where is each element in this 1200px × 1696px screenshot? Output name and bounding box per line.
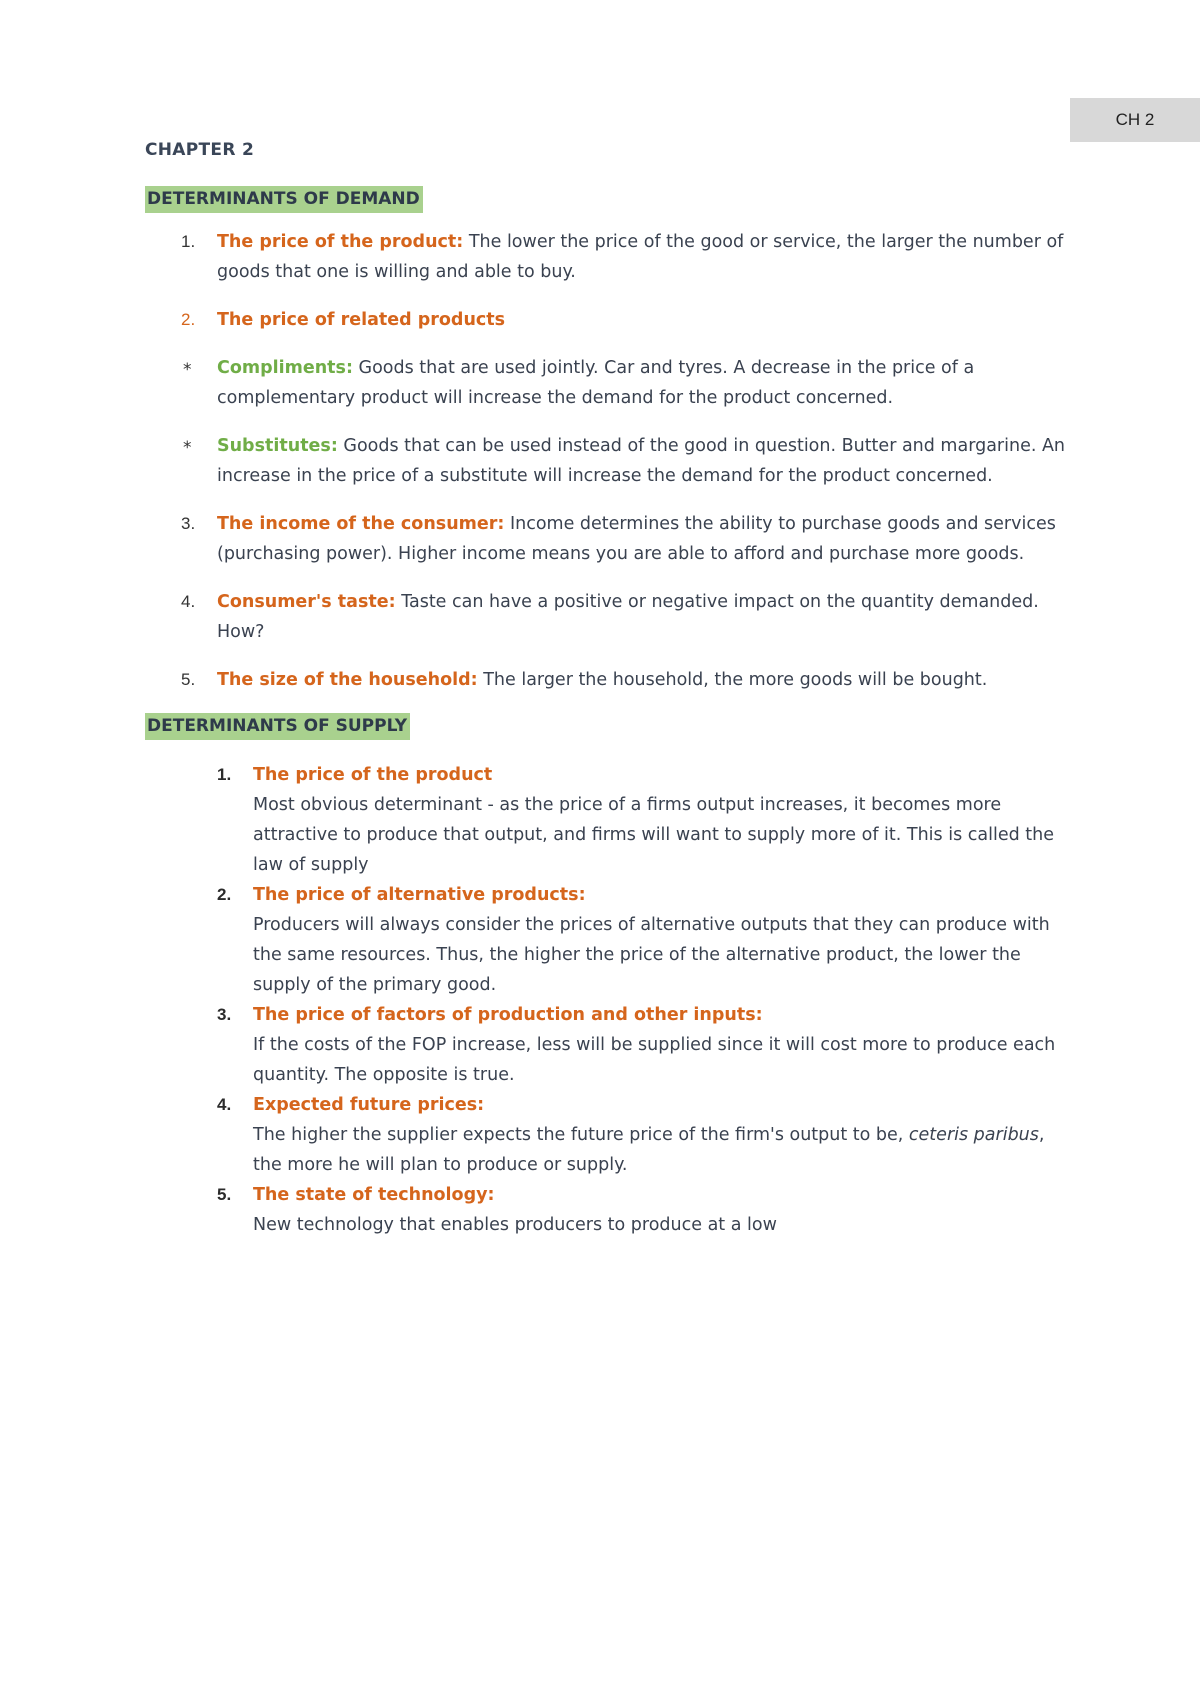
- list-number: 3.: [217, 1005, 232, 1024]
- document-body: [145, 140, 1075, 1240]
- supply-item-technology: [145, 1180, 1075, 1240]
- demand-item-substitutes: [145, 431, 1075, 491]
- supply-item-price-of-product: [145, 760, 1075, 880]
- demand-list: [145, 227, 1075, 695]
- term-description: Goods that can be used instead of the good in question. Butter and margarine. An increase in the price of a substitute will increase the demand for the product concerned.: [217, 436, 1066, 486]
- demand-item-income: [145, 509, 1075, 569]
- demand-item-taste: [145, 587, 1075, 647]
- term-description: If the costs of the FOP increase, less will be supplied since it will cost more to produce each quantity. The opposite is true.: [253, 1035, 1056, 1085]
- italic-phrase: ceteris paribus: [908, 1125, 1039, 1145]
- term-description: New technology that enables producers to produce at a low: [253, 1215, 777, 1235]
- list-number: 1.: [181, 232, 196, 251]
- list-number: 4.: [217, 1095, 232, 1114]
- term-description: Most obvious determinant - as the price of a firms output increases, it becomes more attractive to produce that output, and firms will want to supply more of it. This is called the law of supply: [253, 795, 1054, 875]
- description-text: , the more he will plan to produce or supply.: [253, 1125, 1045, 1175]
- asterisk-bullet: *: [183, 438, 192, 458]
- term-description: The larger the household, the more goods will be bought.: [477, 670, 988, 690]
- supply-item-alternative-products: [145, 880, 1075, 1000]
- term-description: Taste can have a positive or negative impact on the quantity demanded. How?: [217, 592, 1039, 642]
- supply-section-title: DETERMINANTS OF SUPPLY: [145, 713, 410, 740]
- demand-item-household-size: [145, 665, 1075, 695]
- supply-item-factors-of-production: [145, 1000, 1075, 1090]
- list-number: 2.: [217, 885, 232, 904]
- term-label: The size of the household:: [217, 670, 478, 690]
- list-number: 3.: [181, 514, 196, 533]
- demand-section-title: DETERMINANTS OF DEMAND: [145, 186, 423, 213]
- term-label: The income of the consumer:: [217, 514, 505, 534]
- demand-item-related-products: [145, 305, 1075, 335]
- description-text: The higher the supplier expects the future price of the firm's output to be,: [253, 1125, 909, 1145]
- term-label: The price of related products: [217, 310, 506, 330]
- term-description: Producers will always consider the prices of alternative outputs that they can produce with the same resources. Thus, the higher the price of the alternative product, the lower the supply of the primary good.: [253, 915, 1050, 995]
- term-label: Consumer's taste:: [217, 592, 396, 612]
- term-label: Expected future prices:: [253, 1095, 485, 1115]
- supply-item-expected-future-prices: [145, 1090, 1075, 1180]
- term-description: Goods that are used jointly. Car and tyres. A decrease in the price of a complementary product will increase the demand for the product concerned.: [217, 358, 975, 408]
- term-label: The price of the product:: [217, 232, 464, 252]
- chapter-title: CHAPTER 2: [145, 140, 255, 160]
- list-number: 5.: [181, 670, 196, 689]
- term-label: Compliments:: [217, 358, 353, 378]
- term-description: The lower the price of the good or service, the larger the number of goods that one is willing and able to buy.: [217, 232, 1064, 282]
- list-number: 5.: [217, 1185, 232, 1204]
- demand-item-price-of-product: [145, 227, 1075, 287]
- supply-list: [145, 760, 1075, 1240]
- list-number: 1.: [217, 765, 232, 784]
- chapter-header-tab: [1070, 98, 1200, 142]
- term-label: The price of the product: [253, 765, 493, 785]
- demand-item-compliments: [145, 353, 1075, 413]
- list-number: 2.: [181, 310, 196, 329]
- list-number: 4.: [181, 592, 196, 611]
- term-description: [253, 1120, 1075, 1180]
- term-label: Substitutes:: [217, 436, 338, 456]
- term-description: Income determines the ability to purchase goods and services (purchasing power). Higher income means you are able to afford and purchase more goods.: [217, 514, 1056, 564]
- asterisk-bullet: *: [183, 360, 192, 380]
- term-label: The price of alternative products:: [253, 885, 586, 905]
- chapter-header-label: CH 2: [1115, 110, 1155, 129]
- term-label: The price of factors of production and other inputs:: [253, 1005, 763, 1025]
- term-label: The state of technology:: [253, 1185, 495, 1205]
